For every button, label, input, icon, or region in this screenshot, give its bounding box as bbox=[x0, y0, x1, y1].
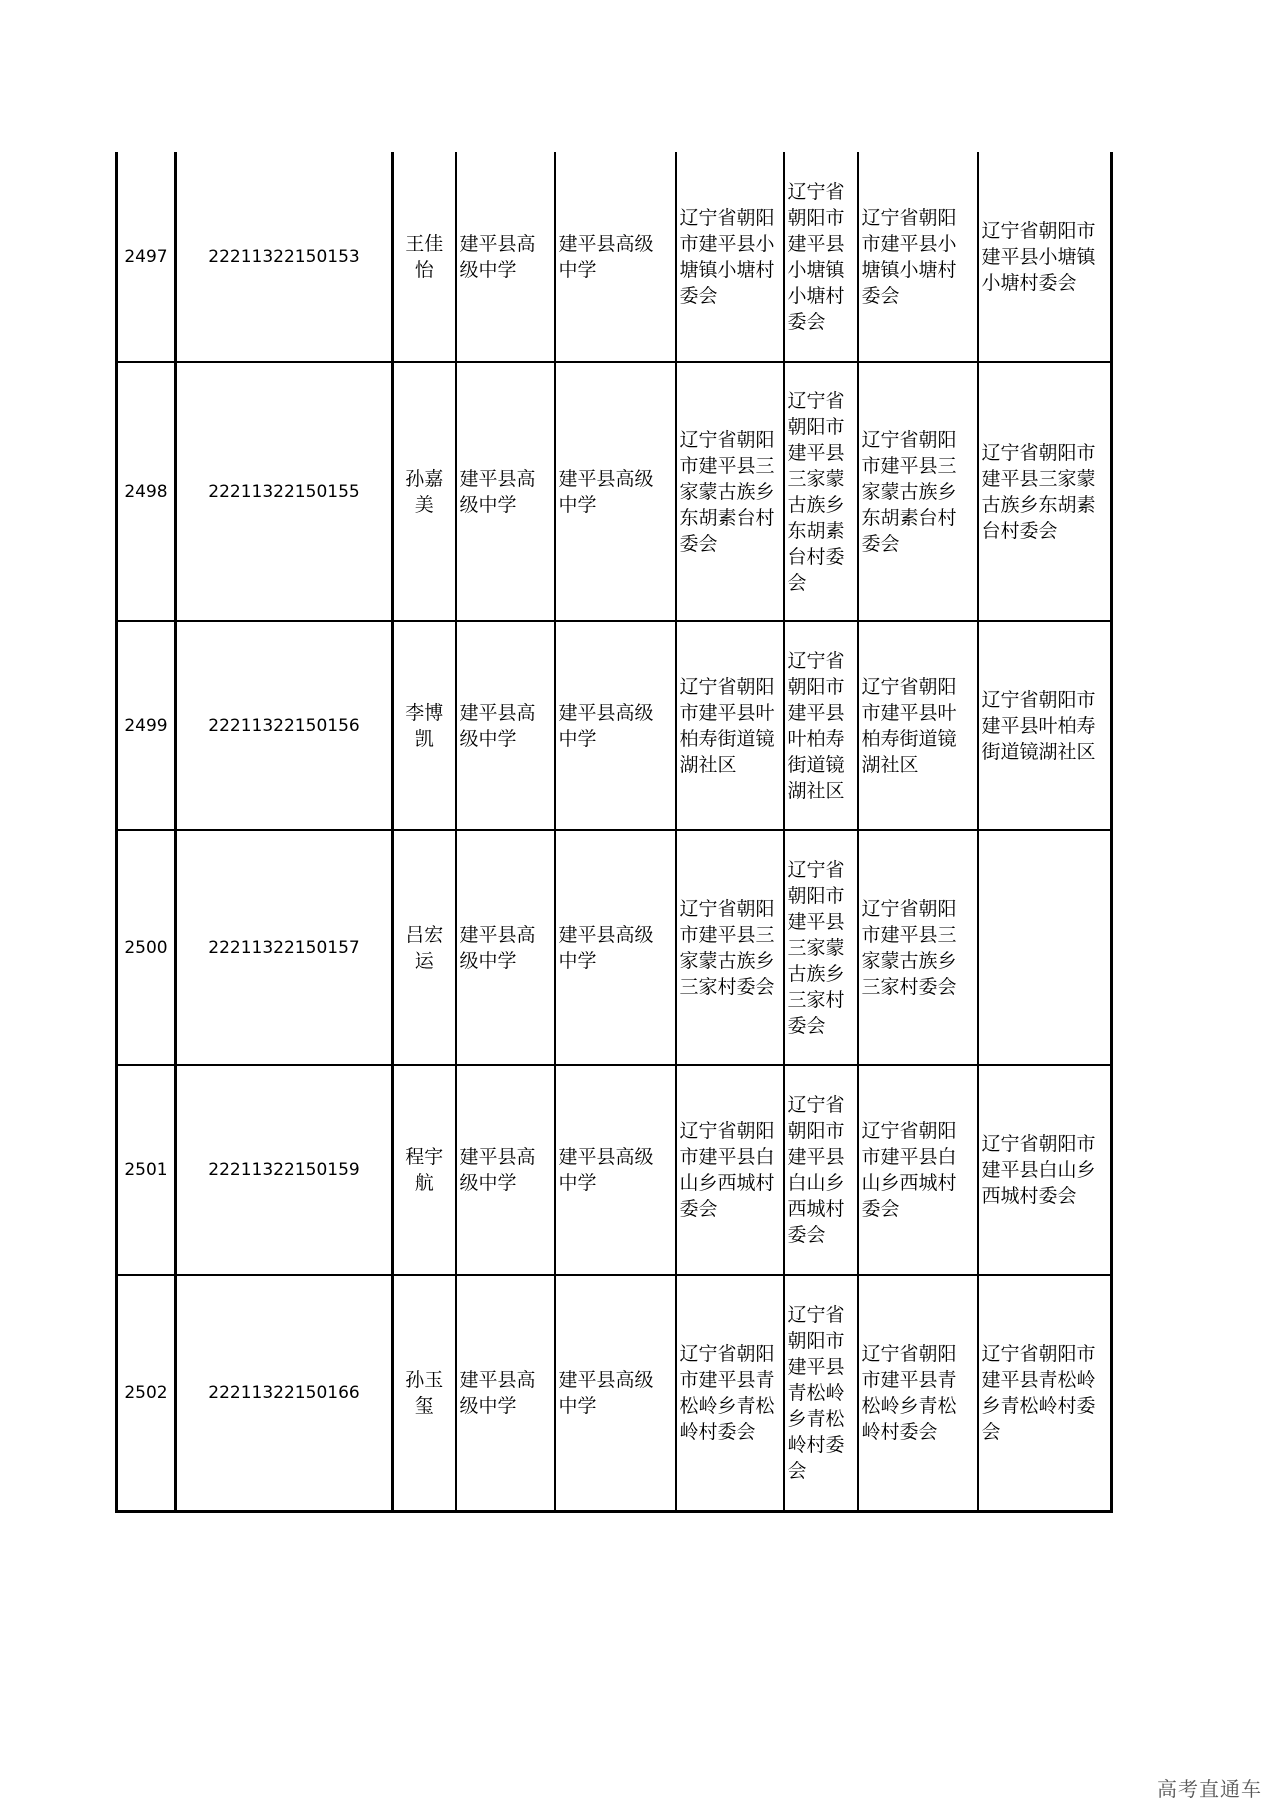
table-row bbox=[117, 830, 1112, 1065]
school-name: 建平县高级中学 bbox=[456, 621, 555, 830]
address-4: 辽宁省朝阳市建平县小塘镇小塘村委会 bbox=[978, 152, 1112, 362]
address-4: 辽宁省朝阳市建平县青松岭乡青松岭村委会 bbox=[978, 1275, 1112, 1511]
address-2: 辽宁省朝阳市建平县青松岭乡青松岭村委会 bbox=[784, 1275, 858, 1511]
student-roster-table bbox=[115, 152, 1113, 1513]
address-3: 辽宁省朝阳市建平县叶柏寿街道镜湖社区 bbox=[858, 621, 978, 830]
school-name: 建平县高级中学 bbox=[456, 362, 555, 621]
exam-id: 22211322150156 bbox=[176, 621, 393, 830]
address-4: 辽宁省朝阳市建平县叶柏寿街道镜湖社区 bbox=[978, 621, 1112, 830]
watermark-text: 高考直通车 bbox=[1157, 1777, 1262, 1801]
school-name: 建平县高级中学 bbox=[456, 1065, 555, 1275]
address-4: 辽宁省朝阳市建平县白山乡西城村委会 bbox=[978, 1065, 1112, 1275]
student-name: 李博凯 bbox=[393, 621, 456, 830]
school-name: 建平县高级中学 bbox=[456, 1275, 555, 1511]
address-1: 辽宁省朝阳市建平县青松岭乡青松岭村委会 bbox=[676, 1275, 784, 1511]
address-3: 辽宁省朝阳市建平县三家蒙古族乡三家村委会 bbox=[858, 830, 978, 1065]
address-3: 辽宁省朝阳市建平县白山乡西城村委会 bbox=[858, 1065, 978, 1275]
table-row bbox=[117, 152, 1112, 362]
school-name-2: 建平县高级中学 bbox=[555, 1275, 676, 1511]
address-2: 辽宁省朝阳市建平县小塘镇小塘村委会 bbox=[784, 152, 858, 362]
exam-id: 22211322150166 bbox=[176, 1275, 393, 1511]
address-2: 辽宁省朝阳市建平县三家蒙古族乡东胡素台村委会 bbox=[784, 362, 858, 621]
address-3: 辽宁省朝阳市建平县三家蒙古族乡东胡素台村委会 bbox=[858, 362, 978, 621]
address-1: 辽宁省朝阳市建平县白山乡西城村委会 bbox=[676, 1065, 784, 1275]
address-1: 辽宁省朝阳市建平县小塘镇小塘村委会 bbox=[676, 152, 784, 362]
table-row bbox=[117, 1275, 1112, 1511]
school-name-2: 建平县高级中学 bbox=[555, 830, 676, 1065]
address-1: 辽宁省朝阳市建平县叶柏寿街道镜湖社区 bbox=[676, 621, 784, 830]
row-seq: 2501 bbox=[117, 1065, 176, 1275]
school-name-2: 建平县高级中学 bbox=[555, 152, 676, 362]
exam-id: 22211322150153 bbox=[176, 152, 393, 362]
student-name: 吕宏运 bbox=[393, 830, 456, 1065]
address-1: 辽宁省朝阳市建平县三家蒙古族乡三家村委会 bbox=[676, 830, 784, 1065]
student-name: 王佳怡 bbox=[393, 152, 456, 362]
student-name: 孙玉玺 bbox=[393, 1275, 456, 1511]
address-1: 辽宁省朝阳市建平县三家蒙古族乡东胡素台村委会 bbox=[676, 362, 784, 621]
exam-id: 22211322150155 bbox=[176, 362, 393, 621]
table-row bbox=[117, 621, 1112, 830]
address-4: 辽宁省朝阳市建平县三家蒙古族乡东胡素台村委会 bbox=[978, 362, 1112, 621]
school-name: 建平县高级中学 bbox=[456, 830, 555, 1065]
row-seq: 2500 bbox=[117, 830, 176, 1065]
address-4 bbox=[978, 830, 1112, 1065]
exam-id: 22211322150159 bbox=[176, 1065, 393, 1275]
address-3: 辽宁省朝阳市建平县青松岭乡青松岭村委会 bbox=[858, 1275, 978, 1511]
student-name: 程宇航 bbox=[393, 1065, 456, 1275]
address-2: 辽宁省朝阳市建平县白山乡西城村委会 bbox=[784, 1065, 858, 1275]
row-seq: 2499 bbox=[117, 621, 176, 830]
school-name-2: 建平县高级中学 bbox=[555, 362, 676, 621]
school-name-2: 建平县高级中学 bbox=[555, 1065, 676, 1275]
student-name: 孙嘉美 bbox=[393, 362, 456, 621]
table-row bbox=[117, 1065, 1112, 1275]
row-seq: 2497 bbox=[117, 152, 176, 362]
table-row bbox=[117, 362, 1112, 621]
row-seq: 2502 bbox=[117, 1275, 176, 1511]
school-name-2: 建平县高级中学 bbox=[555, 621, 676, 830]
row-seq: 2498 bbox=[117, 362, 176, 621]
exam-id: 22211322150157 bbox=[176, 830, 393, 1065]
address-3: 辽宁省朝阳市建平县小塘镇小塘村委会 bbox=[858, 152, 978, 362]
address-2: 辽宁省朝阳市建平县三家蒙古族乡三家村委会 bbox=[784, 830, 858, 1065]
address-2: 辽宁省朝阳市建平县叶柏寿街道镜湖社区 bbox=[784, 621, 858, 830]
school-name: 建平县高级中学 bbox=[456, 152, 555, 362]
